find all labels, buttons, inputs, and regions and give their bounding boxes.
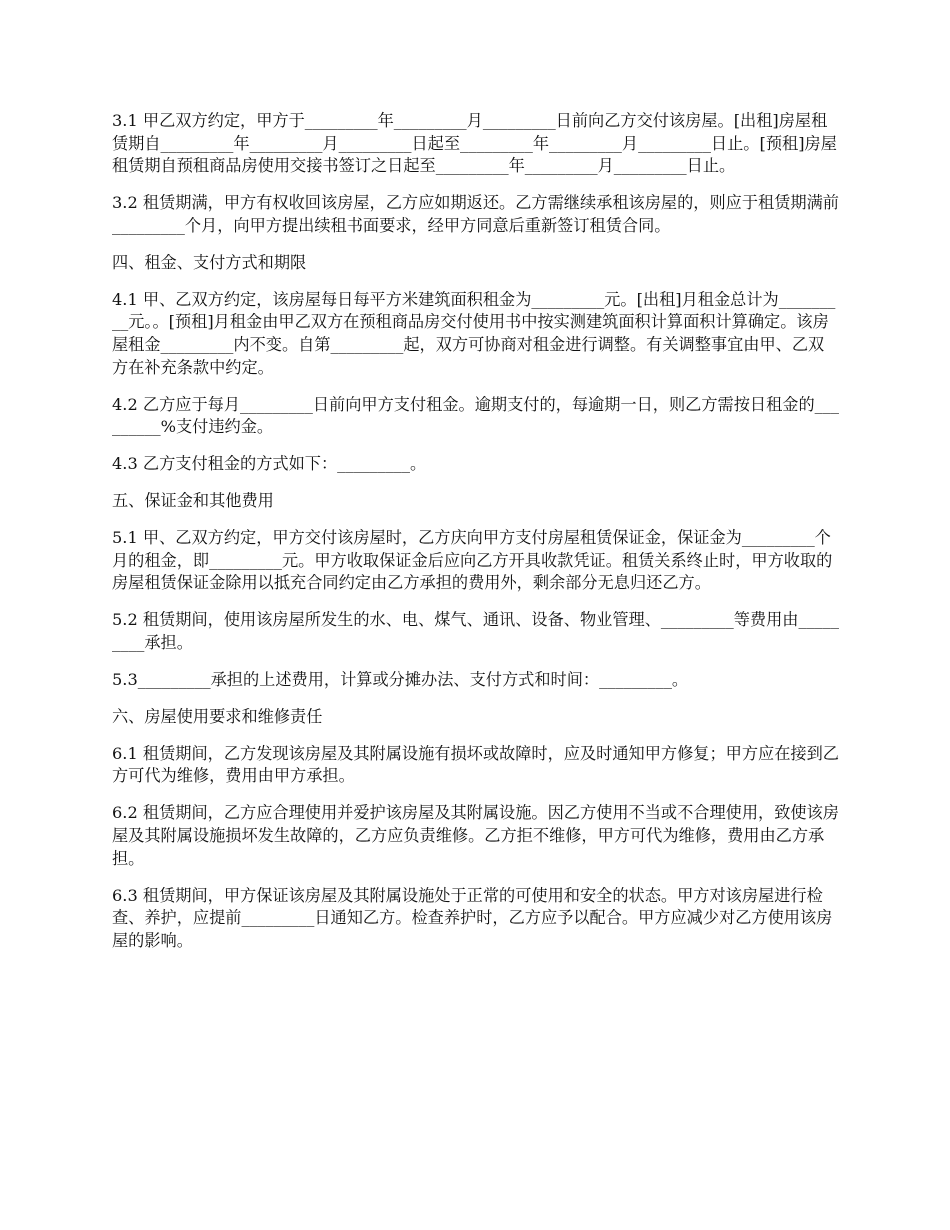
- clause-4-1: 4.1 甲、乙双方约定，该房屋每日每平方米建筑面积租金为_________元。[出租]月租金总计为_________元。。[预租]月租金由甲乙双方在预租商品房交付使用书中按实测建筑面积计算面积计算确定。该房屋租金_________内不变。自第_________起，双方可协商对租金进行调整。有关调整事宜由甲、乙双方在补充条款中约定。: [112, 289, 836, 377]
- document-page: [112, 110, 840, 967]
- section-heading-maintenance: 六、房屋使用要求和维修责任: [112, 706, 323, 726]
- clause-5-1: 5.1 甲、乙双方约定，甲方交付该房屋时，乙方庆向甲方支付房屋租赁保证金，保证金为_________个月的租金，即_________元。甲方收取保证金后应向乙方开具收款凭证。租赁关系终止时，甲方收取的房屋租赁保证金除用以抵充合同约定由乙方承担的费用外，剩余部分无息归还乙方。: [112, 528, 833, 593]
- clause-6-1: 6.1 租赁期间，乙方发现该房屋及其附属设施有损坏或故障时，应及时通知甲方修复；甲方应在接到乙方可代为维修，费用由甲方承担。: [112, 743, 839, 786]
- section-heading-rent: 四、租金、支付方式和期限: [112, 252, 307, 272]
- clause-6-3: 6.3 租赁期间，甲方保证该房屋及其附属设施处于正常的可使用和安全的状态。甲方对该房屋进行检查、养护，应提前_________日通知乙方。检查养护时，乙方应予以配合。甲方应减少对乙方使用该房屋的影响。: [112, 885, 833, 950]
- clause-3-1: 3.1 甲乙双方约定，甲方于_________年_________月_________日前向乙方交付该房屋。[出租]房屋租赁期自_________年_________月_________日起至_________年_________月_________日止。[预租]房屋租赁期自预租商品房使用交接书签订之日起至_________年_________月_________日止。: [112, 111, 837, 176]
- clause-4-3: 4.3 乙方支付租金的方式如下：_________。: [112, 454, 427, 474]
- clause-5-3: 5.3_________承担的上述费用，计算或分摊办法、支付方式和时间：_________。: [112, 669, 689, 689]
- section-heading-deposit: 五、保证金和其他费用: [112, 491, 274, 511]
- clause-3-2: 3.2 租赁期满，甲方有权收回该房屋，乙方应如期返还。乙方需继续承租该房屋的，则应于租赁期满前_________个月，向甲方提出续租书面要求，经甲方同意后重新签订租赁合同。: [112, 193, 839, 235]
- clause-6-2: 6.2 租赁期间，乙方应合理使用并爱护该房屋及其附属设施。因乙方使用不当或不合理使用，致使该房屋及其附属设施损坏发生故障的，乙方应负责维修。乙方拒不维修，甲方可代为维修，费用由乙方承担。: [112, 803, 839, 868]
- clause-4-2: 4.2 乙方应于每月_________日前向甲方支付租金。逾期支付的，每逾期一日，则乙方需按日租金的_________%支付违约金。: [112, 394, 839, 437]
- clause-5-2: 5.2 租赁期间，使用该房屋所发生的水、电、煤气、通讯、设备、物业管理、_________等费用由_________承担。: [112, 610, 839, 652]
